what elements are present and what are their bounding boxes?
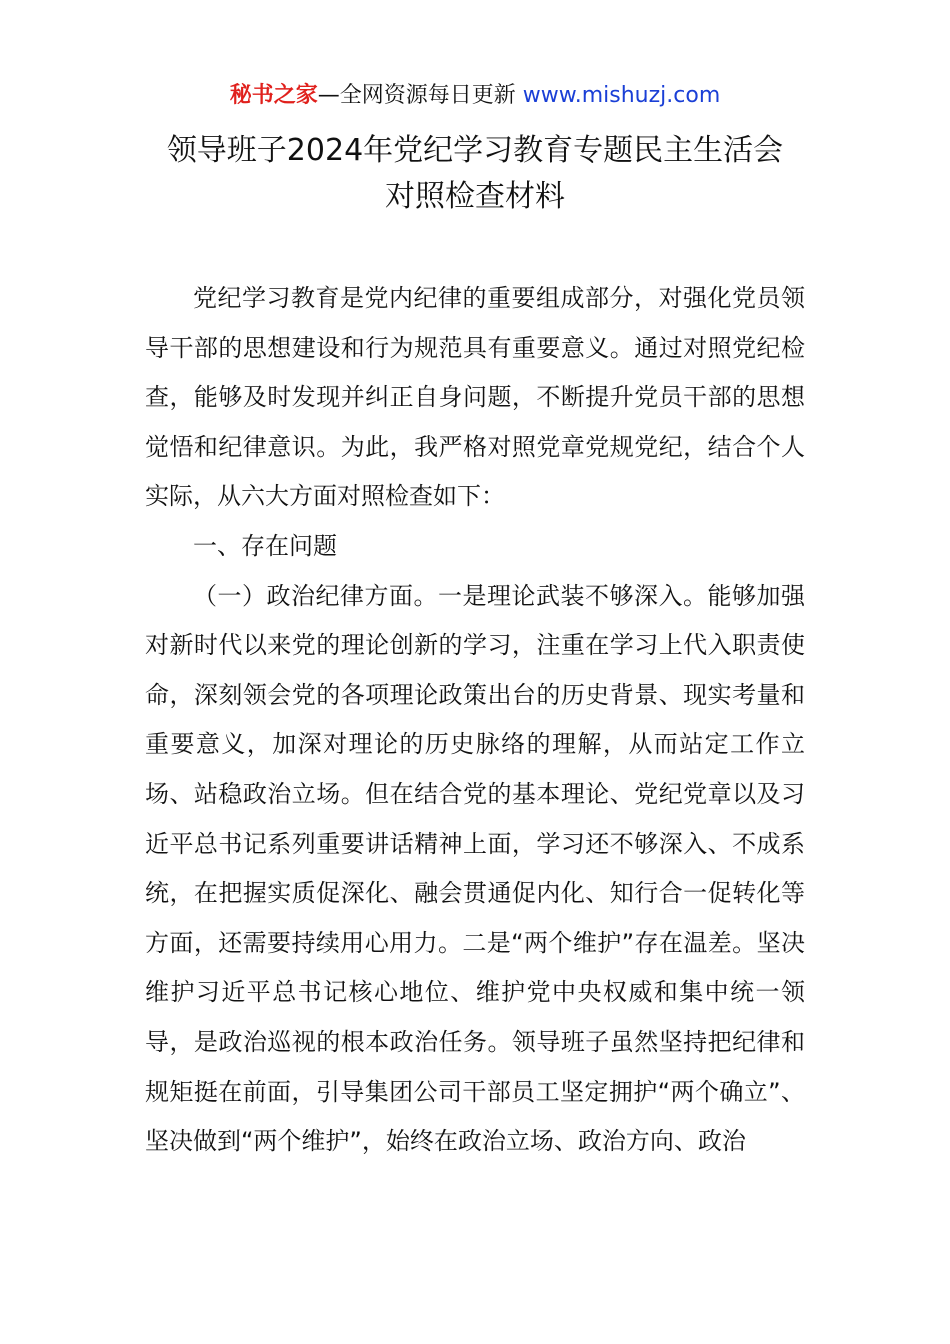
title-line-2: 对照检查材料	[385, 179, 565, 214]
site-header	[0, 80, 950, 112]
intro-paragraph: 党纪学习教育是党内纪律的重要组成部分，对强化党员领导干部的思想建设和行为规范具有重要意义。通过对照党纪检查，能够及时发现并纠正自身问题，不断提升党员干部的思想觉悟和纪律意识。为此，我严格对照党章党规党纪，结合个人实际，从六大方面对照检查如下：	[145, 284, 805, 511]
document-body	[145, 274, 805, 1167]
site-brand: 秘书之家	[229, 83, 318, 108]
site-url-link[interactable]: www.mishuzj.com	[522, 83, 721, 108]
title-line-1: 领导班子2024年党纪学习教育专题民主生活会	[166, 133, 784, 168]
document-title	[0, 128, 950, 220]
section-heading-issues: 一、存在问题	[193, 531, 337, 560]
political-discipline-paragraph: （一）政治纪律方面。一是理论武装不够深入。能够加强对新时代以来党的理论创新的学习，注重在学习上代入职责使命，深刻领会党的各项理论政策出台的历史背景、现实考量和重要意义，加深对理论的历史脉络的理解，从而站定工作立场、站稳政治立场。但在结合党的基本理论、党纪党章以及习近平总书记系列重要讲话精神上面，学习还不够深入、不成系统，在把握实质促深化、融会贯通促内化、知行合一促转化等方面，还需要持续用心用力。二是“两个维护”存在温差。坚决维护习近平总书记核心地位、维护党中央权威和集中统一领导，是政治巡视的根本政治任务。领导班子虽然坚持把纪律和规矩挺在前面，引导集团公司干部员工坚定拥护“两个确立”、坚决做到“两个维护”，始终在政治立场、政治方向、政治	[145, 581, 805, 1156]
site-tagline: —全网资源每日更新	[317, 83, 523, 108]
